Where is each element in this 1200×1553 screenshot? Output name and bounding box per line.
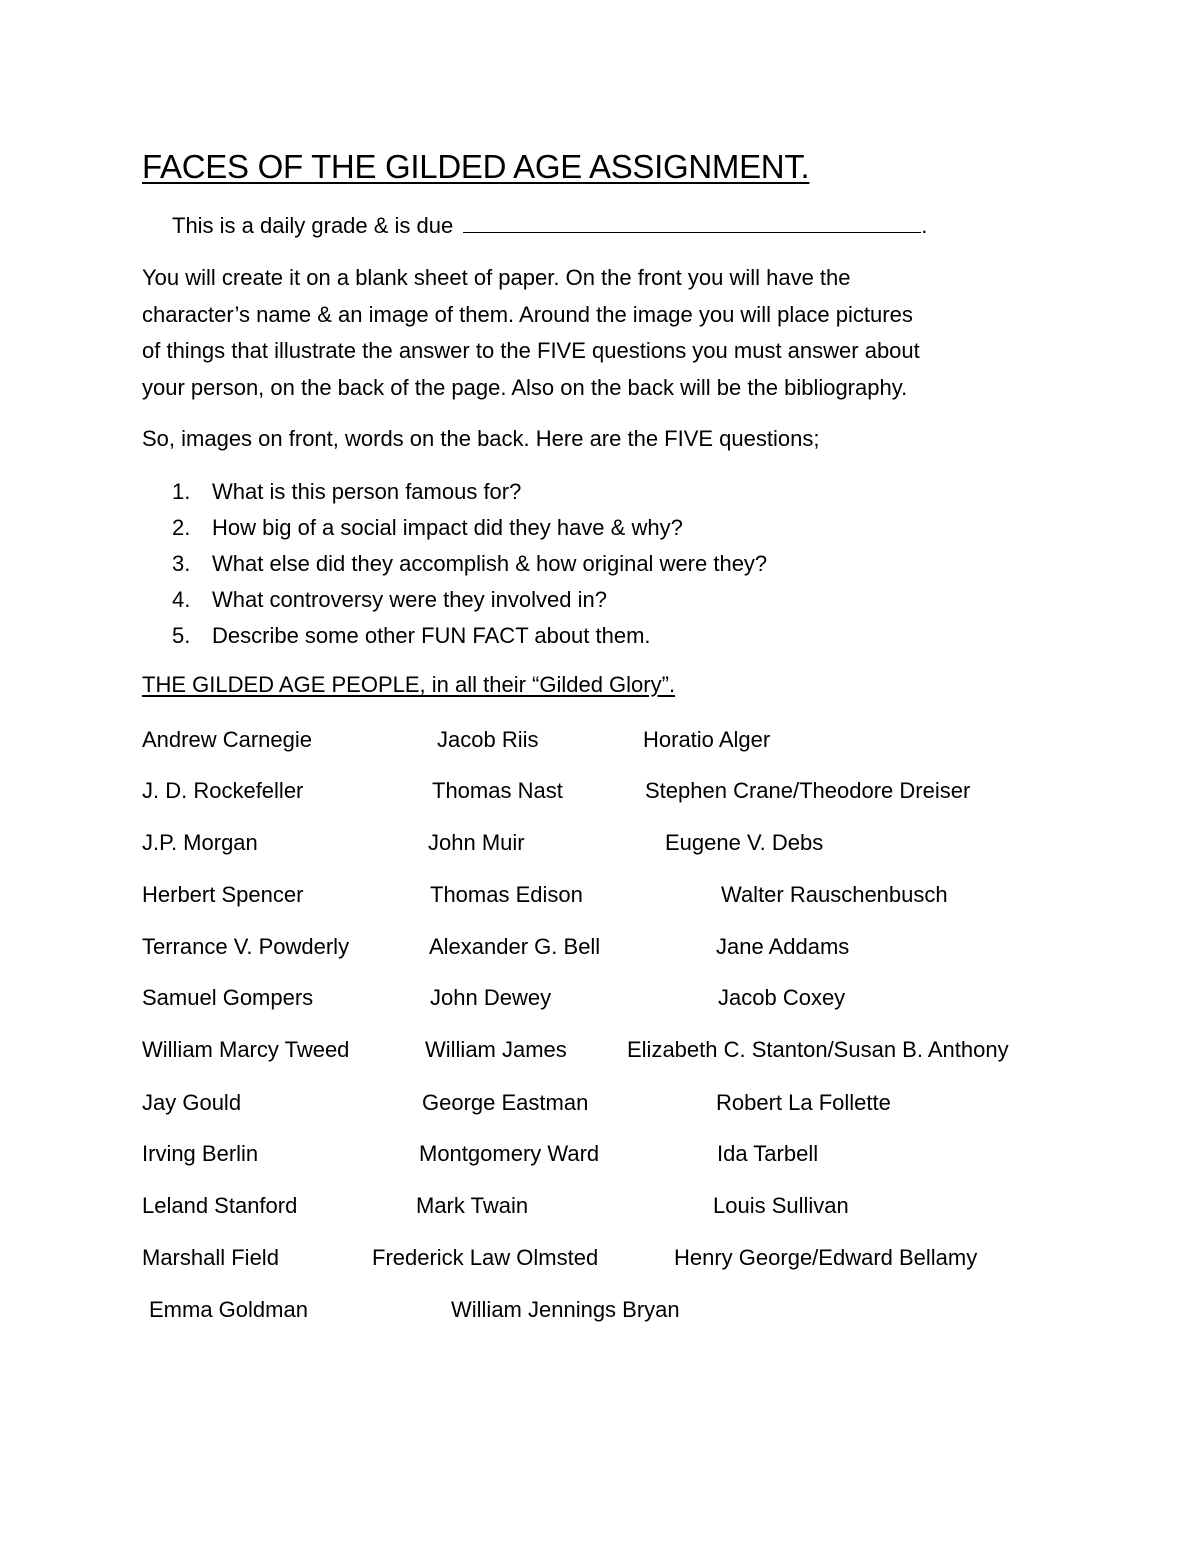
intro-line: character’s name & an image of them. Around the image you will place pictures xyxy=(142,301,913,327)
person-name: Jane Addams xyxy=(716,934,850,959)
person-name: William Marcy Tweed xyxy=(142,1037,350,1062)
person-name: Marshall Field xyxy=(142,1245,279,1270)
person-name: Samuel Gompers xyxy=(142,985,314,1010)
person-name: Alexander G. Bell xyxy=(429,934,601,959)
person-name: William James xyxy=(425,1037,567,1062)
intro-line: You will create it on a blank sheet of paper. On the front you will have the xyxy=(142,265,851,290)
person-name: Terrance V. Powderly xyxy=(142,934,350,959)
person-name: Horatio Alger xyxy=(643,727,771,752)
person-name: Jacob Riis xyxy=(437,727,539,752)
person-name: Jay Gould xyxy=(142,1090,242,1115)
summary-line: So, images on front, words on the back. Here are the FIVE questions; xyxy=(142,426,820,451)
question-number: 1. xyxy=(172,479,191,504)
question-number: 3. xyxy=(172,551,191,576)
question-text: What is this person famous for? xyxy=(212,479,522,504)
question-number: 2. xyxy=(172,515,191,540)
person-name: Thomas Nast xyxy=(432,778,563,803)
person-name: Robert La Follette xyxy=(716,1090,891,1115)
person-name: William Jennings Bryan xyxy=(451,1297,680,1322)
person-name: Herbert Spencer xyxy=(142,882,304,907)
person-name: Emma Goldman xyxy=(149,1297,308,1322)
person-name: Stephen Crane/Theodore Dreiser xyxy=(645,778,971,803)
question-number: 4. xyxy=(172,587,191,612)
person-name: Mark Twain xyxy=(416,1193,529,1218)
person-name: Jacob Coxey xyxy=(718,985,846,1010)
due-end: . xyxy=(921,213,928,238)
person-name: Ida Tarbell xyxy=(717,1141,819,1166)
page-title: FACES OF THE GILDED AGE ASSIGNMENT. xyxy=(142,148,810,185)
person-name: John Muir xyxy=(428,830,525,855)
person-name: Eugene V. Debs xyxy=(665,830,824,855)
question-text: What else did they accomplish & how original were they? xyxy=(212,551,768,576)
person-name: Irving Berlin xyxy=(142,1141,259,1166)
question-text: How big of a social impact did they have & why? xyxy=(212,515,683,540)
question-text: Describe some other FUN FACT about them. xyxy=(212,623,651,648)
intro-line: your person, on the back of the page. Also on the back will be the bibliography. xyxy=(142,374,908,400)
person-name: Thomas Edison xyxy=(430,882,583,907)
question-text: What controversy were they involved in? xyxy=(212,587,607,612)
person-name: Henry George/Edward Bellamy xyxy=(674,1245,978,1270)
intro-line: of things that illustrate the answer to the FIVE questions you must answer about xyxy=(142,338,920,363)
person-name: J.P. Morgan xyxy=(142,830,258,855)
person-name: J. D. Rockefeller xyxy=(142,778,304,803)
question-number: 5. xyxy=(172,623,191,648)
people-heading: THE GILDED AGE PEOPLE, in all their “Gilded Glory”. xyxy=(142,672,676,697)
person-name: John Dewey xyxy=(430,985,552,1010)
person-name: Leland Stanford xyxy=(142,1193,298,1218)
person-name: Montgomery Ward xyxy=(419,1141,600,1166)
person-name: Louis Sullivan xyxy=(713,1193,849,1218)
person-name: Elizabeth C. Stanton/Susan B. Anthony xyxy=(627,1037,1009,1062)
person-name: Frederick Law Olmsted xyxy=(372,1245,599,1270)
person-name: Walter Rauschenbusch xyxy=(721,882,948,907)
person-name: Andrew Carnegie xyxy=(142,727,312,752)
due-text: This is a daily grade & is due xyxy=(172,213,454,238)
person-name: George Eastman xyxy=(422,1090,589,1115)
